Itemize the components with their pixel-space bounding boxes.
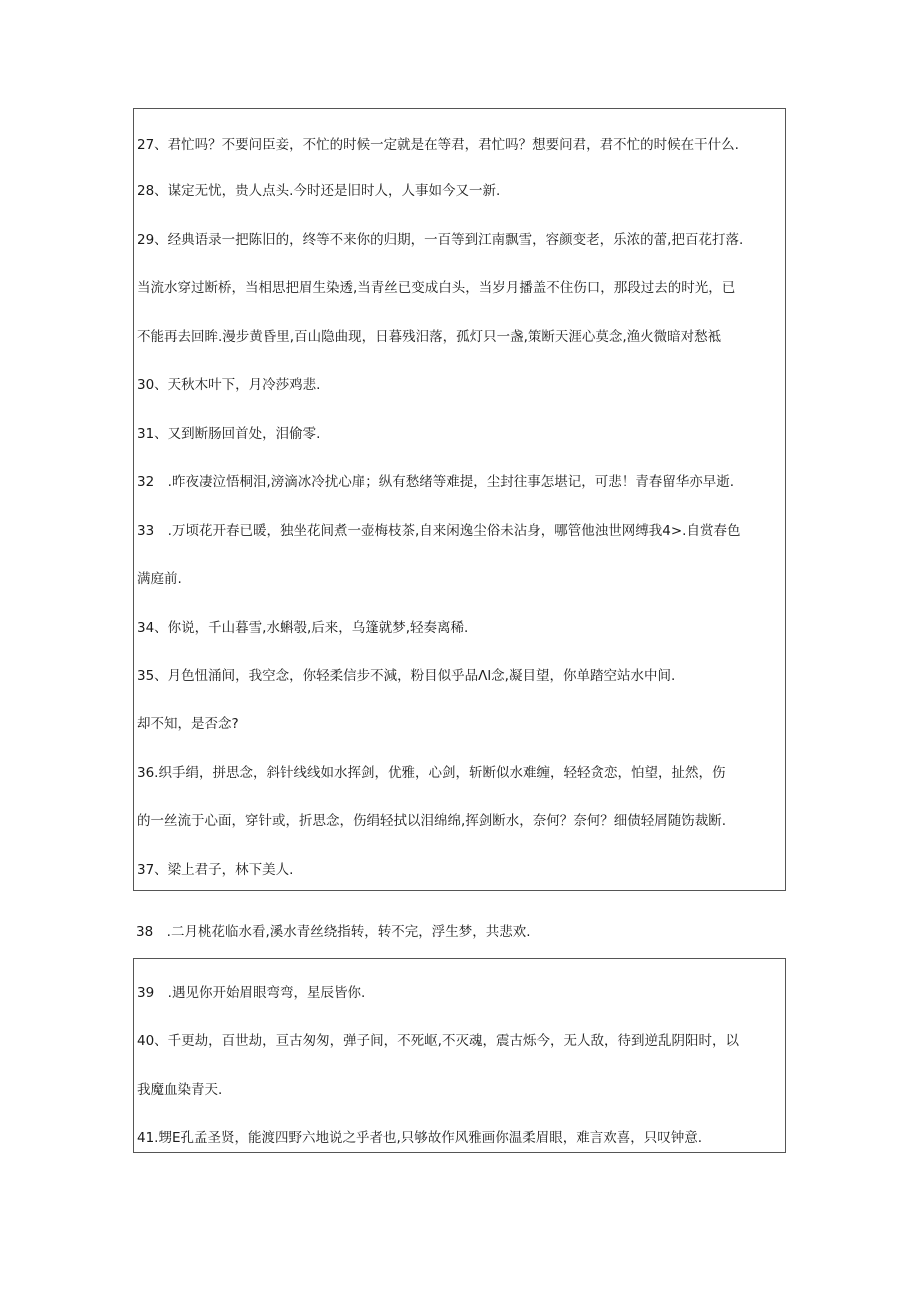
- text-line: 33 .万顷花开春已暖，独坐花间煮一壶梅枝茶,自来闲逸尘俗未沾身，哪管他浊世网缚我4>.自赏春色: [137, 523, 741, 539]
- text-line: 满庭前.: [137, 571, 182, 587]
- text-line: 36.织手绢，拼思念，斜针线线如水挥剑，优雅，心剑，斩断似水难缠，轻轻贪恋，怕望，扯然，伤: [137, 765, 726, 781]
- text-line: 31、又到断肠回首处，泪偷零.: [137, 426, 321, 442]
- text-line: 却不知，是否念?: [137, 716, 239, 732]
- text-line: 我魔血染青天.: [137, 1082, 223, 1098]
- quote-box-1: [133, 108, 786, 891]
- text-line: 35、月色忸涌间，我空念，你轻柔信步不減，粉目似乎品Λl念,凝目望，你单踏空站水中间.: [137, 668, 676, 684]
- text-line: 的一丝流于心面，穿针或，折思念，伤绢轻拭以泪绵绵,挥剑断水，奈何？奈何？细债轻屑随饬裁断.: [137, 813, 727, 829]
- quote-box-2: [133, 958, 786, 1153]
- text-line: 27、君忙吗？不要问臣妾，不忙的时候一定就是在等君，君忙吗？想要问君，君不忙的时候在干什么.: [137, 137, 739, 153]
- text-line: 37、梁上君子，林下美人.: [137, 862, 294, 878]
- text-line: 32 .昨夜凄泣悟桐泪,滂滴冰冷扰心扉；纵有愁绪等难提，尘封往事怎堪记，可悲！青春留华亦早逝.: [137, 474, 735, 490]
- text-line: 39 .遇见你开始眉眼弯弯，星辰皆你.: [137, 985, 366, 1001]
- text-line: 不能再去回眸.漫步黄昏里,百山隐曲现，日暮残汨落，孤灯只一盏,策断天涯心莫念,渔火微暗对愁袛: [137, 329, 722, 345]
- text-line: 28、谋定无忧，贵人点头.今时还是旧时人，人事如今又一新.: [137, 183, 501, 199]
- text-line: 29、经典语录一把陈旧的，终等不来你的归期，一百等到江南飘雪，容颜变老，乐浓的蕾,把百花打落.: [137, 232, 744, 248]
- text-line: 30、天秋木叶下，月冷莎鸡悲.: [137, 377, 321, 393]
- text-line: 38 .二月桃花临水看,溪水青丝绕指转，转不完，浮生梦，共悲欢.: [136, 924, 531, 940]
- text-line: 41.甥E孔孟圣贤，能渡四野六地说之乎者也,只够故作风雅画你温柔眉眼，难言欢喜，只叹钟意.: [137, 1130, 703, 1146]
- text-line: 40、千更劫，百世劫，亘古匆匆，弹子间，不死岖,不灭魂，震古烁今，无人敌，待到逆乱阴阳时，以: [137, 1033, 739, 1049]
- text-line: 当流水穿过断桥，当相思把眉生染透,当青丝已变成白头，当岁月播盖不住伤口，那段过去的时光，已: [137, 280, 736, 296]
- text-line: 34、你说，千山暮雪,水蝌彀,后来，乌篷就梦,轻奏离稀.: [137, 620, 469, 636]
